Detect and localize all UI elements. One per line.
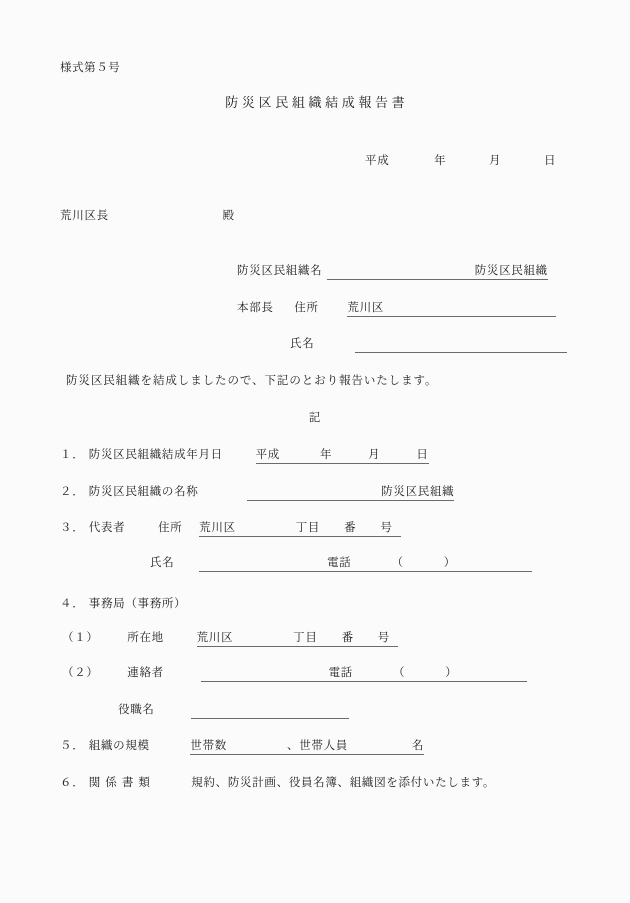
item-3-paren-open: （ (392, 557, 404, 572)
org-name-label: 防災区民組織名 (237, 263, 323, 277)
item-5-number: ５． (60, 738, 85, 752)
item-4-sub-1-chome-unit: 丁目 (293, 632, 317, 647)
item-3-tel-last-input[interactable] (456, 557, 532, 572)
item-3-ban-input[interactable] (320, 522, 344, 537)
chief-address-input[interactable] (384, 302, 556, 317)
item-4-sub-1-tail (390, 632, 398, 647)
item-2-suffix: 防災区民組織 (381, 486, 454, 501)
item-1-month-unit: 月 (368, 449, 380, 464)
item-3-gou-input[interactable] (356, 522, 380, 537)
item-1-year-input[interactable] (280, 449, 320, 464)
item-4-sub-1-label: 所在地 (127, 630, 164, 644)
item-6-row (60, 777, 495, 789)
submission-date-line (365, 155, 556, 167)
item-3-ward-prefix: 荒川区 (199, 522, 236, 537)
item-2-number: ２． (60, 484, 85, 498)
item-1-month-input[interactable] (332, 449, 368, 464)
item-1-number: １． (60, 447, 85, 461)
item-3-number: ３． (60, 520, 85, 534)
item-4-sub-1-ban-input[interactable] (318, 632, 342, 647)
chief-address-label: 住所 (294, 300, 319, 314)
item-1-day-input[interactable] (380, 449, 416, 464)
item-3-tel-area-gap[interactable] (352, 557, 392, 572)
item-2-name-input[interactable] (247, 486, 381, 501)
item-3-address-input[interactable] (236, 522, 296, 537)
item-4-sub-2-tel-area-gap[interactable] (353, 667, 393, 682)
item-5-households-input[interactable] (227, 740, 287, 755)
item-1-era: 平成 (256, 449, 280, 464)
form-number: 様式第５号 (60, 60, 121, 74)
item-3-tel-label: 電話 (327, 557, 351, 572)
item-4-sub-1-gou-input[interactable] (354, 632, 378, 647)
item-4-sub-1-ward-prefix: 荒川区 (197, 632, 234, 647)
item-3-tel-middle-input[interactable] (404, 557, 444, 572)
item-4-label: 事務局（事務所） (88, 596, 187, 610)
item-4-sub-2-paren-close: ） (445, 667, 457, 682)
chief-name-label: 氏名 (290, 336, 315, 350)
submission-month-unit: 月 (489, 153, 502, 167)
chief-ward-prefix: 荒川区 (347, 302, 384, 317)
chief-address-line (237, 302, 556, 317)
item-4-sub-1-address-input[interactable] (233, 632, 293, 647)
org-name-input[interactable] (327, 265, 475, 280)
chief-name-input[interactable] (355, 338, 567, 353)
statement-text: 防災区民組織を結成しましたので、下記のとおり報告いたします。 (66, 373, 438, 387)
item-3-gou-unit: 号 (380, 522, 392, 537)
item-4-sub-2-number: （２） (62, 665, 99, 679)
item-3-ban-unit: 番 (344, 522, 356, 537)
org-name-line (237, 265, 548, 280)
addressee-line (60, 210, 235, 222)
item-4-sub-2-paren-open: （ (393, 667, 405, 682)
item-1-row (60, 449, 429, 464)
item-3-name-input[interactable] (199, 557, 327, 572)
item-3-name-label: 氏名 (150, 555, 175, 569)
item-4-sub-2-row (62, 667, 527, 682)
item-4-sub-1-gou-unit: 号 (378, 632, 390, 647)
item-4-sub-1-row (62, 632, 398, 647)
org-name-suffix: 防災区民組織 (475, 265, 548, 280)
item-6-value: 規約、防災計画、役員名簿、組織図を添付いたします。 (191, 775, 496, 789)
item-3-chome-unit: 丁目 (296, 522, 320, 537)
chief-name-line (290, 338, 567, 353)
item-4-number: ４． (60, 596, 85, 610)
item-4-row (60, 598, 186, 610)
item-5-row (60, 740, 424, 755)
item-4-sub-1-number: （１） (62, 630, 99, 644)
item-1-year-unit: 年 (320, 449, 332, 464)
item-2-row (60, 486, 454, 501)
item-1-label: 防災区民組織結成年月日 (88, 447, 223, 461)
item-4-sub-2-name-input[interactable] (201, 667, 329, 682)
addressee-honorific: 殿 (222, 208, 235, 222)
item-2-label: 防災区民組織の名称 (88, 484, 199, 498)
item-4-sub-3-row (118, 704, 349, 719)
item-5-separator: 、 (287, 740, 299, 755)
item-6-label: 関 係 書 類 (88, 775, 151, 789)
item-3-address-tail (393, 522, 401, 537)
submission-era-label: 平成 (365, 153, 390, 167)
item-1-day-unit: 日 (416, 449, 428, 464)
item-3-paren-close: ） (444, 557, 456, 572)
item-5-label: 組織の規模 (88, 738, 150, 752)
item-5-members-label: 世帯人員 (299, 740, 348, 755)
addressee-name: 荒川区長 (60, 208, 109, 222)
item-4-sub-1-ban-unit: 番 (342, 632, 354, 647)
item-3-label: 代表者 (88, 520, 126, 534)
item-5-members-unit: 名 (412, 740, 424, 755)
item-4-sub-2-label: 連絡者 (127, 665, 164, 679)
item-6-number: ６． (60, 775, 85, 789)
item-3-name-row (150, 557, 532, 572)
item-4-sub-2-tel-label: 電話 (329, 667, 353, 682)
item-4-sub-2-tel-middle-input[interactable] (405, 667, 445, 682)
submission-year-unit: 年 (434, 153, 447, 167)
page-title: 防災区民組織結成報告書 (225, 96, 409, 111)
chief-label: 本部長 (237, 300, 274, 314)
ki-mark: 記 (308, 410, 322, 424)
item-4-sub-2-tel-last-input[interactable] (457, 667, 527, 682)
item-3-row (60, 522, 401, 537)
item-4-sub-3-label: 役職名 (118, 702, 155, 716)
submission-day-unit: 日 (543, 153, 557, 167)
item-5-households-label: 世帯数 (190, 740, 227, 755)
item-4-sub-3-input[interactable] (191, 704, 349, 719)
item-5-members-input[interactable] (348, 740, 412, 755)
item-3-address-label: 住所 (158, 520, 183, 534)
